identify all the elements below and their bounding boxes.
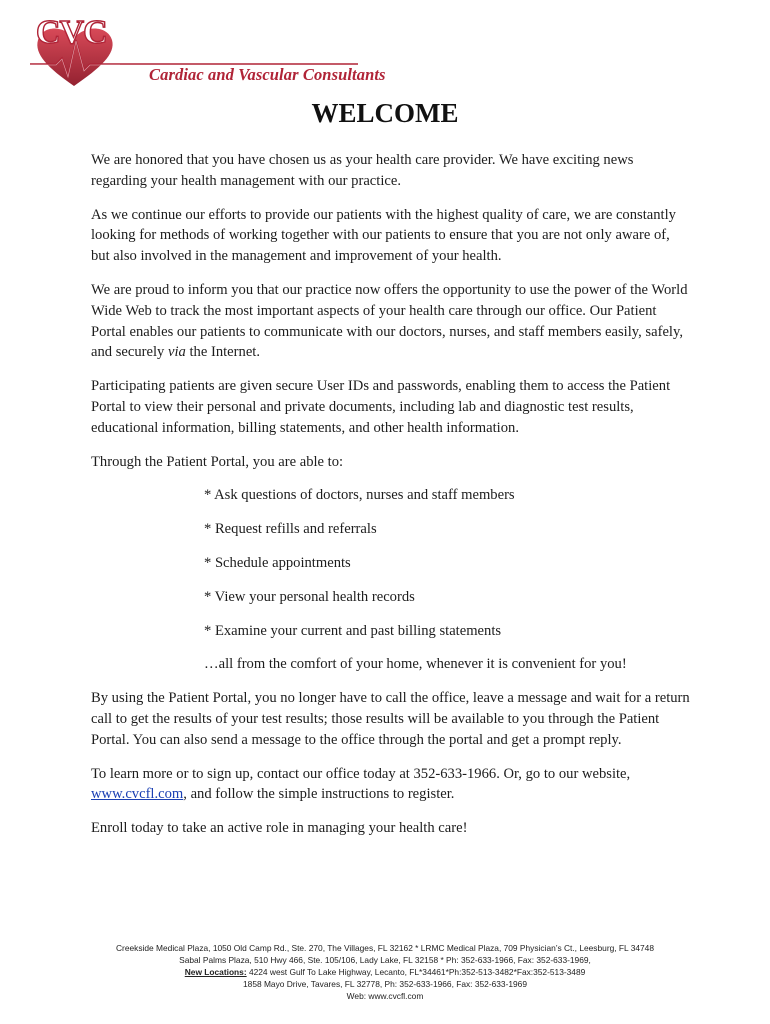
page-title: WELCOME [311, 98, 459, 128]
paragraph-portal-text: We are proud to inform you that our practice now offers the opportunity to use the power of the World Wide Web to track the most important aspects of your health care through our office. Our Patient Portal enables our patients to communicate with our doctors, nurses, and staff members easily, safely, and securely [91, 281, 688, 361]
paragraph-portal-end: the Internet. [185, 344, 260, 361]
paragraph-quality: As we continue our efforts to provide our patients with the highest quality of care, we are constantly looking for methods of working together with our patients to ensure that you are not only aware of, but also involved in the management and improvement of your health. [91, 206, 676, 265]
paragraph-access: Participating patients are given secure User IDs and passwords, enabling them to access the Patient Portal to view their personal and private documents, including lab and diagnostic test results, educational information, billing statements, and other health information. [91, 378, 671, 436]
paragraph-signup [91, 764, 691, 806]
paragraph-benefits: By using the Patient Portal, you no longer have to call the office, leave a message and wait for a return call to get the results of your test results; those results will be available to you through the Patient Portal. You can also send a message to the office through the portal and get a prompt reply. [91, 690, 690, 748]
logo-initials: CVC [36, 14, 107, 51]
footer-line: Sabal Palms Plaza, 510 Hwy 466, Ste. 105/106, Lady Lake, FL 32158 * Ph: 352-633-1966, Fax: 352-633-1969, [179, 955, 591, 966]
paragraph-signup-text: To learn more or to sign up, contact our office today at 352-633-1966. Or, go to our website, [91, 765, 631, 782]
paragraph-signup-end: , and follow the simple instructions to register. [183, 786, 455, 803]
list-item: * View your personal health records [204, 588, 415, 605]
list-item: * Request refills and referrals [204, 521, 377, 538]
list-item: * Schedule appointments [204, 554, 351, 571]
footer-line-text: 4224 west Gulf To Lake Highway, Lecanto, FL*34461*Ph:352-513-3482*Fax:352-513-3489 [246, 967, 586, 978]
footer-line-new-locations [0, 966, 770, 978]
paragraph-intro: We are honored that you have chosen us as your health care provider. We have exciting news regarding your health management with our practice. [91, 152, 634, 189]
paragraph-enroll: Enroll today to take an active role in managing your health care! [91, 820, 468, 837]
list-item: * Examine your current and past billing statements [204, 622, 502, 639]
logo-practice-name: Cardiac and Vascular Consultants [149, 65, 386, 84]
footer-line: 1858 Mayo Drive, Tavares, FL 32778, Ph: 352-633-1966, Fax: 352-633-1969 [243, 979, 527, 990]
paragraph-portal [91, 280, 691, 363]
letter-body [91, 150, 691, 852]
cvc-logo [28, 14, 386, 92]
list-item: * Ask questions of doctors, nurses and staff members [204, 487, 515, 504]
website-link[interactable]: www.cvcfl.com [91, 786, 184, 803]
new-locations-label: New Locations: [184, 967, 247, 978]
paragraph-able-to: Through the Patient Portal, you are able to: [91, 453, 344, 470]
footer-web: Web: www.cvcfl.com [346, 991, 424, 1002]
footer-line: Creekside Medical Plaza, 1050 Old Camp Rd., Ste. 270, The Villages, FL 32162 * LRMC Medical Plaza, 709 Physician’s Ct., Leesburg, FL 34748 [116, 943, 654, 953]
paragraph-portal-via: via [168, 344, 186, 361]
footer-addresses [0, 942, 770, 1002]
list-item: …all from the comfort of your home, whenever it is convenient for you! [204, 656, 627, 673]
feature-list [91, 485, 691, 675]
